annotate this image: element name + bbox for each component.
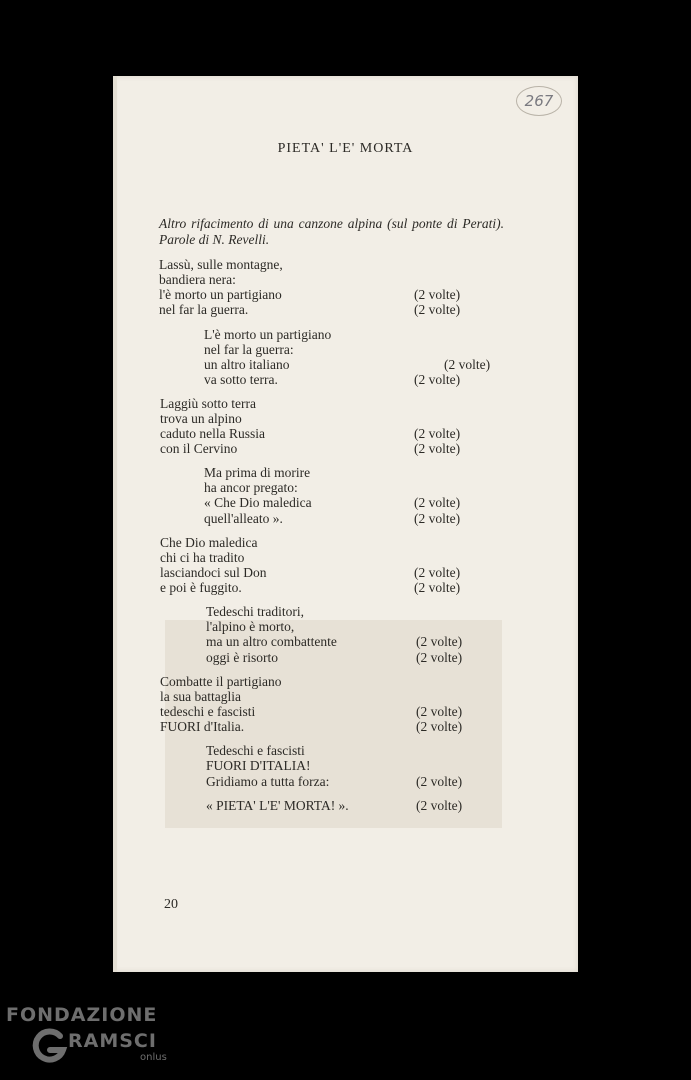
verse-line: e poi è fuggito.: [160, 580, 242, 595]
verse-line: nel far la guerra.: [159, 302, 249, 317]
repeat-marker: (2 volte): [416, 650, 463, 665]
verse-line: caduto nella Russia: [160, 426, 265, 441]
repeat-marker: (2 volte): [416, 774, 463, 789]
page-number: 20: [164, 897, 178, 912]
verse-line: Tedeschi traditori,: [206, 604, 305, 619]
repeat-marker: (2 volte): [414, 372, 461, 387]
verse-line: lasciandoci sul Don: [160, 565, 267, 580]
repeat-marker: (2 volte): [414, 495, 461, 510]
logo-line1: FONDAZIONE: [6, 1004, 158, 1026]
verse-line: la sua battaglia: [160, 689, 241, 704]
repeat-marker: (2 volte): [414, 511, 461, 526]
verse-line: « Che Dio maledica: [204, 495, 312, 510]
verse-line: Gridiamo a tutta forza:: [206, 774, 330, 789]
verse-line: « PIETA' L'E' MORTA! ».: [206, 798, 349, 813]
verse-line: Lassù, sulle montagne,: [159, 257, 283, 272]
page-edge: [113, 76, 117, 972]
verse-line: tedeschi e fascisti: [160, 704, 256, 719]
repeat-marker: (2 volte): [414, 580, 461, 595]
logo-g-icon: [30, 1026, 70, 1066]
verse-line: con il Cervino: [160, 441, 238, 456]
repeat-marker: (2 volte): [416, 798, 463, 813]
repeat-marker: (2 volte): [444, 357, 491, 372]
verse-line: oggi è risorto: [206, 650, 278, 665]
logo-line2: RAMSCI: [68, 1030, 157, 1052]
page-title: PIETA' L'E' MORTA: [277, 141, 414, 156]
verse-line: va sotto terra.: [204, 372, 278, 387]
document-page: [113, 76, 578, 972]
verse-line: trova un alpino: [160, 411, 242, 426]
verse-line: bandiera nera:: [159, 272, 236, 287]
repeat-marker: (2 volte): [414, 565, 461, 580]
verse-line: chi ci ha tradito: [160, 550, 245, 565]
repeat-marker: (2 volte): [414, 426, 461, 441]
verse-line: un altro italiano: [204, 357, 290, 372]
archive-number: 267: [516, 86, 562, 116]
repeat-marker: (2 volte): [416, 719, 463, 734]
verse-line: ma un altro combattente: [206, 634, 337, 649]
verse-line: Che Dio maledica: [160, 535, 258, 550]
repeat-marker: (2 volte): [414, 287, 461, 302]
verse-line: Ma prima di morire: [204, 465, 311, 480]
verse-line: ha ancor pregato:: [204, 480, 298, 495]
verse-line: nel far la guerra:: [204, 342, 294, 357]
verse-line: Combatte il partigiano: [160, 674, 282, 689]
verse-line: l'è morto un partigiano: [159, 287, 282, 302]
repeat-marker: (2 volte): [414, 441, 461, 456]
repeat-marker: (2 volte): [414, 302, 461, 317]
verse-line: FUORI D'ITALIA!: [206, 758, 311, 773]
verse-line: Tedeschi e fascisti: [206, 743, 305, 758]
verse-line: l'alpino è morto,: [206, 619, 295, 634]
intro-text: Altro rifacimento di una canzone alpina (sul ponte di Perati). Parole di N. Revelli.: [159, 216, 504, 247]
fondazione-gramsci-logo: [6, 1004, 176, 1070]
logo-sub: onlus: [140, 1052, 167, 1063]
verse-line: FUORI d'Italia.: [160, 719, 245, 734]
verse-line: Laggiù sotto terra: [160, 396, 256, 411]
repeat-marker: (2 volte): [416, 704, 463, 719]
verse-line: L'è morto un partigiano: [204, 327, 332, 342]
verse-line: quell'alleato ».: [204, 511, 283, 526]
repeat-marker: (2 volte): [416, 634, 463, 649]
